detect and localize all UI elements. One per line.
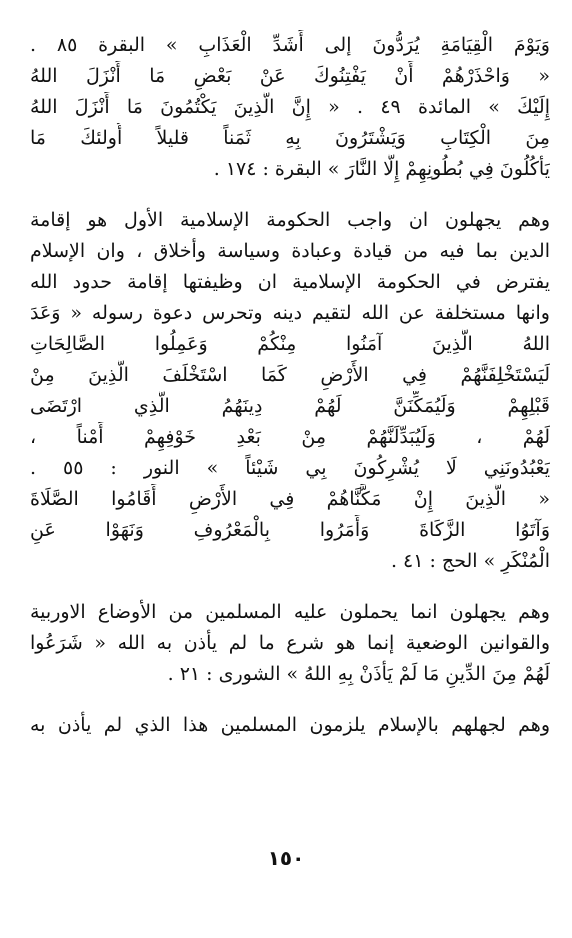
text-line: لَهُمْ مِنَ الدِّينِ مَا لَمْ يَأْذَنْ بِهِ اللهُ » الشورى : ٢١ . bbox=[167, 663, 550, 685]
text-line: يَعْبُدُونَنِي لَا يُشْرِكُونَ بِي شَيْئاً » النور : ٥٥ . bbox=[30, 457, 550, 479]
text-line: « وَاحْذَرْهُمْ أَنْ يَفْتِنُوكَ عَنْ بَعْضِ مَا أَنْزَلَ اللهُ bbox=[30, 65, 550, 87]
text-line: وهم يجهلون ان واجب الحكومة الإسلامية الأول هو إقامة bbox=[30, 209, 550, 231]
paragraph-quranic-citations bbox=[30, 30, 550, 185]
text-line: قَبْلِهِمْ وَلَيُمَكِّنَنَّ لَهُمْ دِينَهُمُ الَّذِي ارْتَضَى bbox=[30, 395, 550, 417]
text-line: الدين بما فيه من قيادة وعبادة وسياسة وأخلاق ، وان الإسلام bbox=[30, 240, 550, 262]
paragraph-government-duty bbox=[30, 205, 550, 577]
text-line: يفترض في الحكومة الإسلامية ان وظيفتها إقامة حدود الله bbox=[30, 271, 550, 293]
paragraph-continuation bbox=[30, 710, 550, 741]
text-line: لَيَسْتَخْلِفَنَّهُمْ فِي الأَرْضِ كَمَا اسْتَخْلَفَ الَّذِينَ مِنْ bbox=[30, 364, 550, 386]
text-line: مِنَ الْكِتَابِ وَيَشْتَرُونَ بِهِ ثَمَناً قليلاً أُولئكَ مَا bbox=[30, 127, 550, 149]
text-line: وَآتَوُا الزَّكَاةَ وَأَمَرُوا بِالْمَعْرُوفِ وَنَهَوْا عَنِ bbox=[30, 519, 550, 541]
text-line: اللهُ الَّذِينَ آمَنُوا مِنْكُمْ وَعَمِلُوا الصَّالِحَاتِ bbox=[30, 333, 550, 355]
text-line: يَأْكُلُونَ فِي بُطُونِهِمْ إِلَّا النَّارَ » البقرة : ١٧٤ . bbox=[213, 158, 550, 180]
page-number: ١٥٠ bbox=[267, 846, 305, 870]
page-body bbox=[30, 30, 550, 761]
text-line: لَهُمْ ، وَلَيُبَدِّلَنَّهُمْ مِنْ بَعْدِ خَوْفِهِمْ أَمْناً ، bbox=[30, 426, 550, 448]
text-line: وَيَوْمَ الْقِيَامَةِ يُرَدُّونَ إلى أَشَدِّ الْعَذَابِ » البقرة ٨٥ . bbox=[30, 34, 550, 56]
text-line: الْمُنْكَرِ » الحج : ٤١ . bbox=[390, 550, 550, 572]
text-line: وانها مستخلفة عن الله لتقيم دينه وتحرس دعوة رسوله « وَعَدَ bbox=[30, 302, 550, 324]
text-line: إِلَيْكَ » المائدة ٤٩ . « إِنَّ الَّذِينَ يَكْتُمُونَ مَا أَنْزَلَ اللهُ bbox=[30, 96, 550, 118]
text-line: والقوانين الوضعية إنما هو شرع ما لم يأذن به الله « شَرَعُوا bbox=[30, 632, 550, 654]
paragraph-positive-law bbox=[30, 597, 550, 690]
text-line: وهم يجهلون انما يحملون عليه المسلمين من الأوضاع الاوربية bbox=[30, 601, 550, 623]
text-line: وهم لجهلهم بالإسلام يلزمون المسلمين هذا الذي لم يأذن به bbox=[30, 714, 550, 736]
text-line: « الَّذِينَ إِنْ مَكَّنَّاهُمْ فِي الأَرْضِ أَقَامُوا الصَّلَاةَ bbox=[30, 488, 550, 510]
